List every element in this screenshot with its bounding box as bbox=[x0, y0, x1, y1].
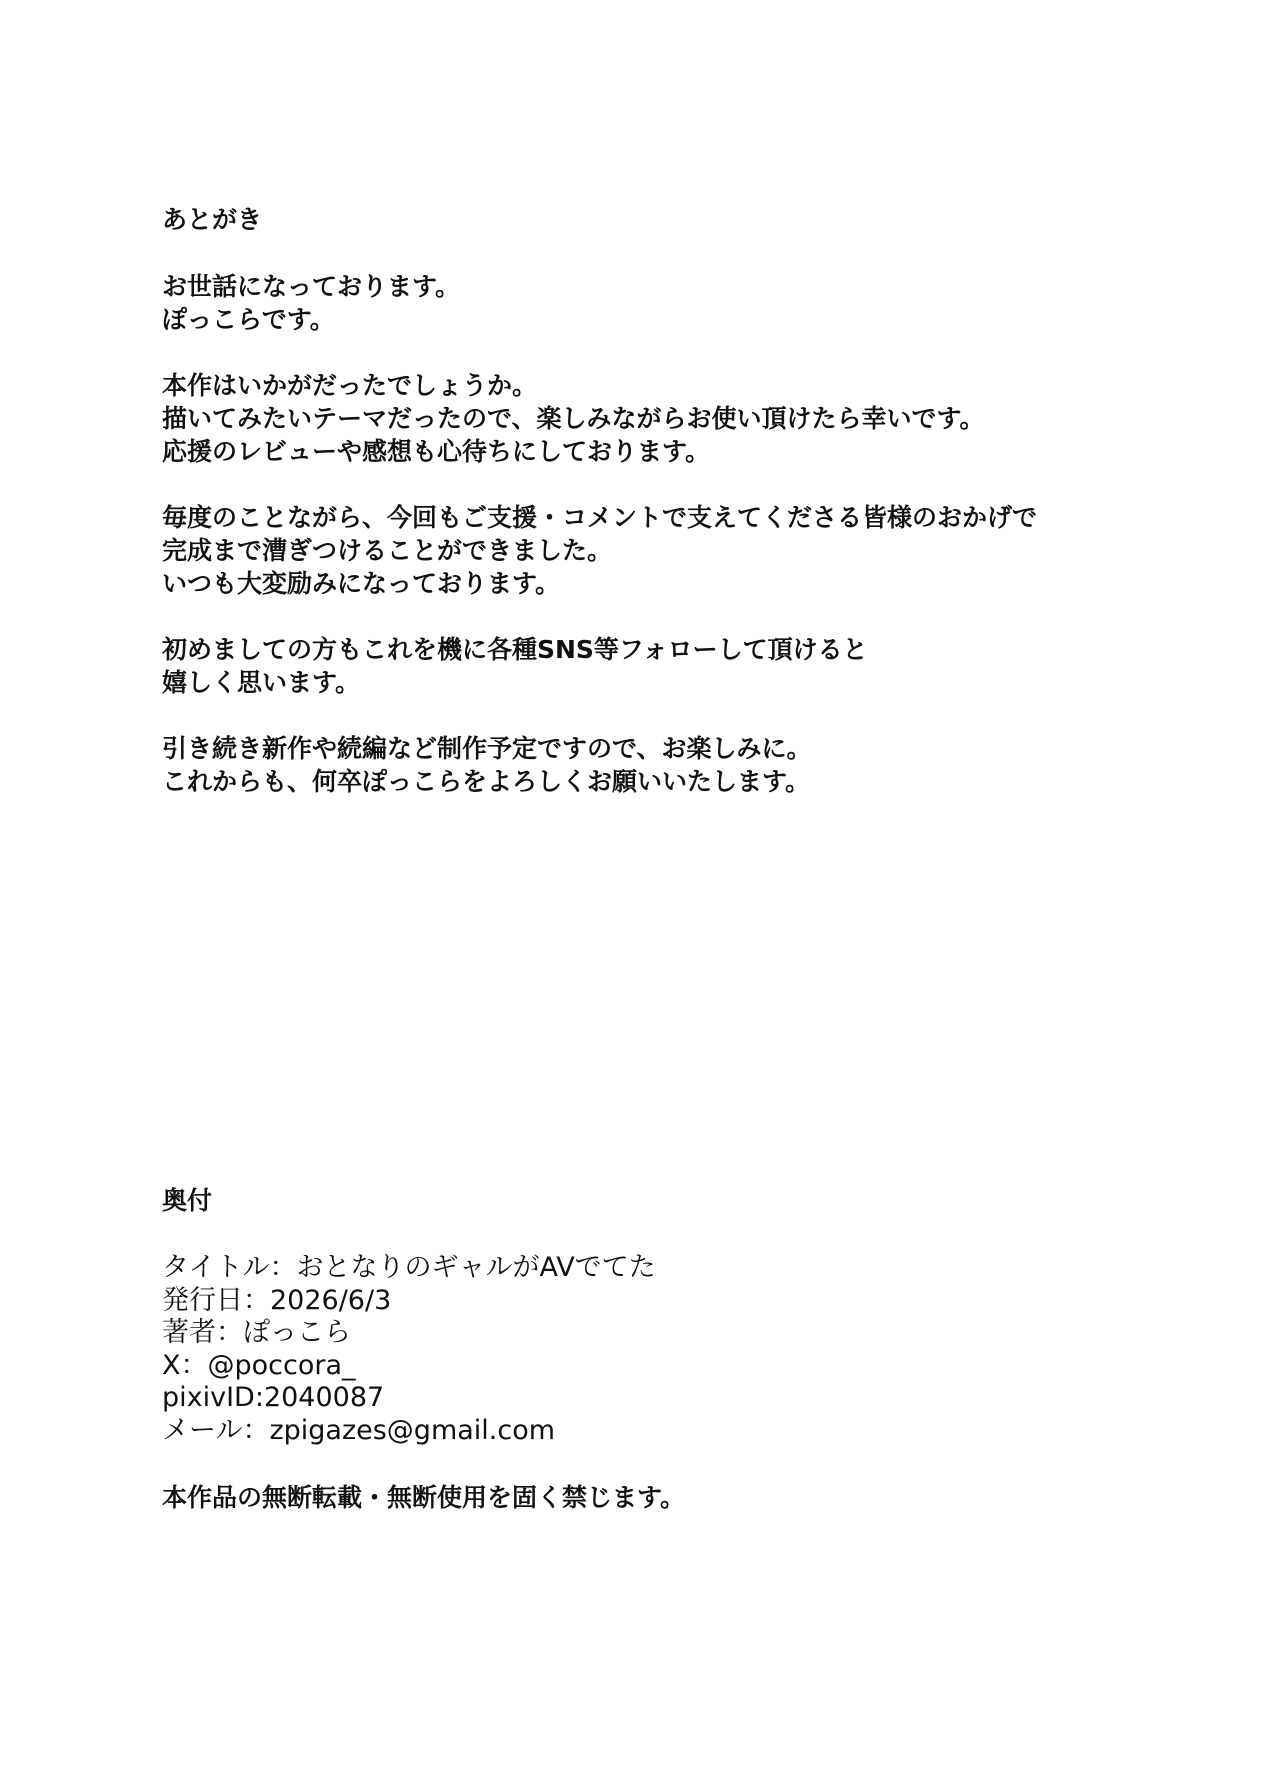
afterword-line: 引き続き新作や続編など制作予定ですので、お楽しみに。 bbox=[162, 734, 812, 763]
afterword-paragraph bbox=[162, 270, 1162, 336]
colophon-date-line: 発行日：2026/6/3 bbox=[162, 1284, 392, 1316]
afterword-line: ぽっこらです。 bbox=[162, 305, 335, 334]
afterword-line: 嬉しく思います。 bbox=[162, 668, 361, 697]
colophon-title-line: タイトル：おとなりのギャルがAVでてた bbox=[162, 1252, 656, 1283]
afterword-line: 完成まで漕ぎつけることができました。 bbox=[162, 536, 613, 565]
afterword-line: 描いてみたいテーマだったので、楽しみながらお使い頂けたら幸いです。 bbox=[162, 404, 985, 433]
colophon-author-line: 著者：ぽっこら bbox=[162, 1317, 351, 1349]
afterword-section bbox=[162, 203, 1162, 831]
afterword-paragraph bbox=[162, 732, 1162, 798]
afterword-paragraph bbox=[162, 633, 1162, 699]
colophon-x-line: X：@poccora_ bbox=[162, 1349, 356, 1381]
afterword-line: 応援のレビューや感想も心待ちにしております。 bbox=[162, 437, 711, 466]
colophon-email-line: メール：zpigazes@gmail.com bbox=[162, 1414, 556, 1446]
afterword-paragraph bbox=[162, 501, 1162, 600]
afterword-paragraph bbox=[162, 369, 1162, 468]
colophon-title: 奥付 bbox=[162, 1186, 213, 1215]
colophon-section bbox=[162, 1184, 1162, 1514]
afterword-title: あとがき bbox=[162, 205, 263, 234]
colophon-details bbox=[162, 1252, 1162, 1448]
afterword-line: お世話になっております。 bbox=[162, 272, 461, 301]
copyright-notice-text: 本作品の無断転載・無断使用を固く禁じます。 bbox=[162, 1482, 686, 1512]
afterword-line: いつも大変励みになっております。 bbox=[162, 569, 561, 598]
afterword-line: 初めましての方もこれを機に各種SNS等フォローして頂けると bbox=[162, 635, 868, 664]
afterword-line: これからも、何卒ぽっこらをよろしくお願いいたします。 bbox=[162, 767, 811, 796]
afterword-line: 毎度のことながら、今回もご支援・コメントで支えてくださる皆様のおかげで bbox=[162, 503, 1038, 532]
afterword-line: 本作はいかがだったでしょうか。 bbox=[162, 371, 538, 400]
colophon-pixiv-line: pixivID:2040087 bbox=[162, 1382, 385, 1414]
copyright-notice bbox=[162, 1482, 1162, 1515]
